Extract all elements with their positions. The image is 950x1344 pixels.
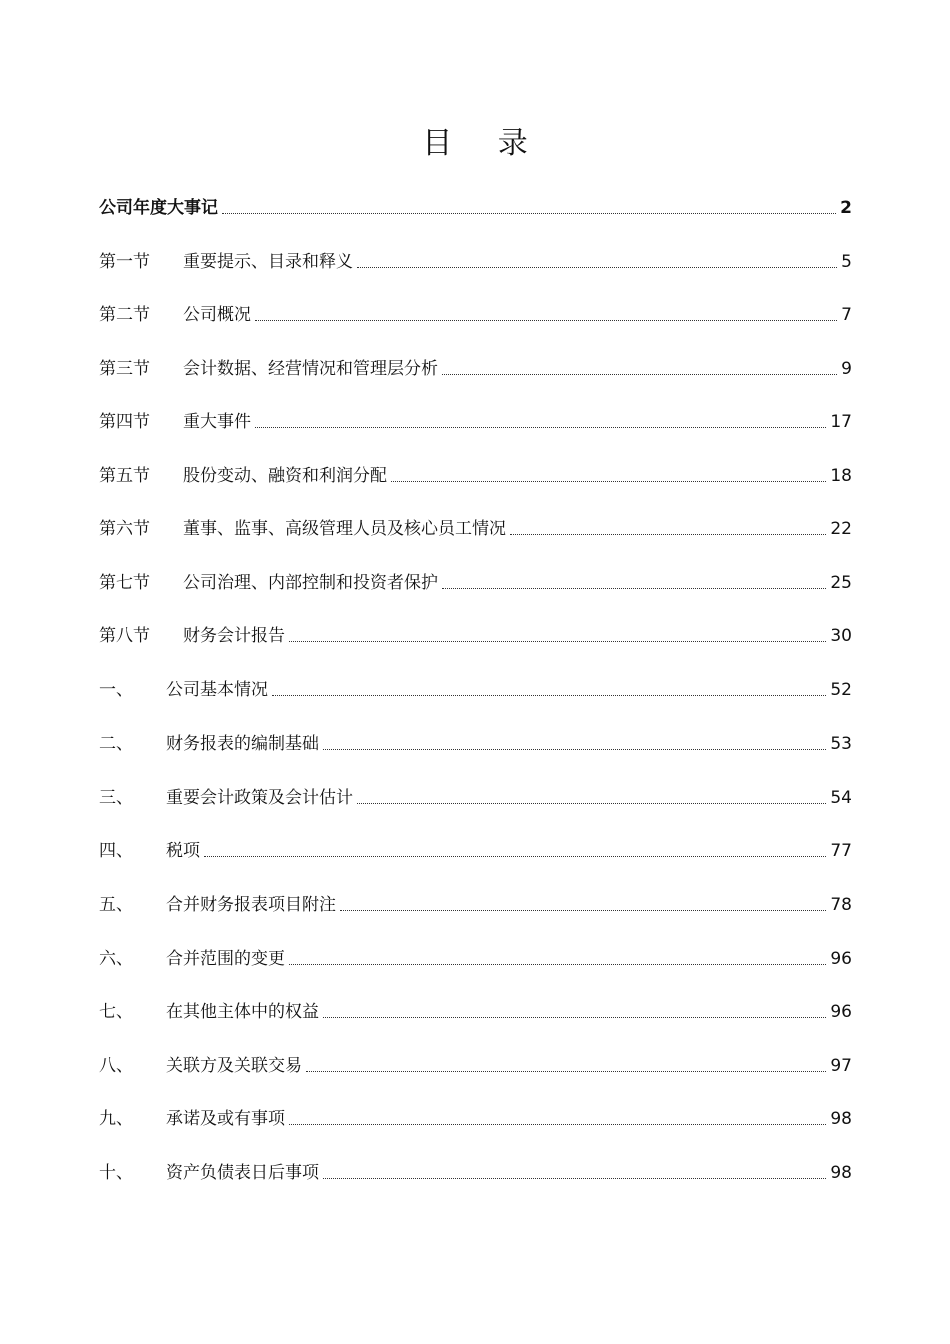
toc-entry-label: 财务报表的编制基础: [166, 734, 319, 754]
toc-entry-annual-events[interactable]: [99, 193, 852, 219]
toc-entry-page: 30: [830, 626, 852, 646]
dot-leader: [391, 481, 826, 482]
toc-entry-label: 重要会计政策及会计估计: [166, 788, 353, 808]
toc-entry-page: 5: [841, 252, 852, 272]
toc-entry-page: 53: [830, 734, 852, 754]
toc-entry-page: 18: [830, 466, 852, 486]
toc-entry-section-5[interactable]: [99, 461, 852, 487]
toc-entry-number: 七、: [99, 1002, 133, 1022]
page-title: 目 录: [422, 126, 546, 161]
toc-entry-sub-7[interactable]: [99, 997, 852, 1023]
dot-leader: [442, 588, 826, 589]
toc-entry-sub-4[interactable]: [99, 836, 852, 862]
toc-entry-number: 第四节: [99, 412, 150, 432]
toc-entry-label: 财务会计报告: [183, 626, 285, 646]
toc-entry-section-3[interactable]: [99, 354, 852, 380]
dot-leader: [510, 534, 826, 535]
toc-entry-label: 资产负债表日后事项: [166, 1163, 319, 1183]
dot-leader: [323, 1017, 826, 1018]
toc-entry-number: 第二节: [99, 305, 150, 325]
toc-entry-label: 股份变动、融资和利润分配: [183, 466, 387, 486]
toc-entry-label: 关联方及关联交易: [166, 1056, 302, 1076]
toc-entry-page: 54: [830, 788, 852, 808]
toc-entry-label: 合并范围的变更: [166, 949, 285, 969]
dot-leader: [272, 695, 826, 696]
dot-leader: [442, 374, 837, 375]
toc-entry-number: 一、: [99, 680, 133, 700]
toc-entry-sub-2[interactable]: [99, 729, 852, 755]
toc-entry-sub-8[interactable]: [99, 1051, 852, 1077]
toc-entry-label: 税项: [166, 841, 200, 861]
toc-entry-sub-6[interactable]: [99, 944, 852, 970]
toc-entry-number: 第七节: [99, 573, 150, 593]
toc-entry-page: 98: [830, 1109, 852, 1129]
toc-entry-page: 98: [830, 1163, 852, 1183]
toc-entry-page: 25: [830, 573, 852, 593]
toc-entry-sub-3[interactable]: [99, 783, 852, 809]
toc-entry-page: 9: [841, 359, 852, 379]
toc-entry-number: 五、: [99, 895, 133, 915]
toc-entry-label: 公司治理、内部控制和投资者保护: [183, 573, 438, 593]
toc-entry-page: 52: [830, 680, 852, 700]
toc-entry-section-2[interactable]: [99, 300, 852, 326]
toc-entry-number: 九、: [99, 1109, 133, 1129]
toc-entry-section-6[interactable]: [99, 514, 852, 540]
toc-entry-label: 重要提示、目录和释义: [183, 252, 353, 272]
dot-leader: [306, 1071, 826, 1072]
toc-entry-number: 第一节: [99, 252, 150, 272]
dot-leader: [289, 641, 826, 642]
toc-entry-number: 二、: [99, 734, 133, 754]
toc-entry-sub-10[interactable]: [99, 1158, 852, 1184]
dot-leader: [323, 749, 826, 750]
toc-entry-label: 公司概况: [183, 305, 251, 325]
toc-entry-number: 八、: [99, 1056, 133, 1076]
toc-entry-sub-5[interactable]: [99, 890, 852, 916]
dot-leader: [323, 1178, 826, 1179]
dot-leader: [357, 803, 826, 804]
toc-entry-section-7[interactable]: [99, 568, 852, 594]
toc-entry-page: 17: [830, 412, 852, 432]
toc-entry-page: 7: [841, 305, 852, 325]
toc-entry-section-4[interactable]: [99, 407, 852, 433]
dot-leader: [204, 856, 826, 857]
toc-entry-section-1[interactable]: [99, 247, 852, 273]
toc-entry-page: 22: [830, 519, 852, 539]
toc-entry-label: 会计数据、经营情况和管理层分析: [183, 359, 438, 379]
toc-entry-number: 十、: [99, 1163, 133, 1183]
dot-leader: [289, 964, 826, 965]
toc-entry-number: 第三节: [99, 359, 150, 379]
toc-entry-number: 六、: [99, 949, 133, 969]
toc-entry-label: 公司年度大事记: [99, 198, 218, 218]
toc-entry-label: 董事、监事、高级管理人员及核心员工情况: [183, 519, 506, 539]
toc-entry-number: 第八节: [99, 626, 150, 646]
toc-entry-number: 四、: [99, 841, 133, 861]
dot-leader: [255, 427, 826, 428]
toc-entry-page: 96: [830, 1002, 852, 1022]
dot-leader: [340, 910, 826, 911]
toc-entry-sub-9[interactable]: [99, 1104, 852, 1130]
toc-entry-page: 96: [830, 949, 852, 969]
dot-leader: [289, 1124, 826, 1125]
toc-entry-sub-1[interactable]: [99, 675, 852, 701]
dot-leader: [255, 320, 837, 321]
toc-entry-label: 重大事件: [183, 412, 251, 432]
toc-entry-number: 第六节: [99, 519, 150, 539]
toc-entry-page: 2: [840, 198, 852, 218]
toc-entry-section-8[interactable]: [99, 621, 852, 647]
toc-entry-page: 77: [830, 841, 852, 861]
toc-entry-page: 78: [830, 895, 852, 915]
toc-entry-number: 三、: [99, 788, 133, 808]
toc-entry-label: 在其他主体中的权益: [166, 1002, 319, 1022]
toc-entry-page: 97: [830, 1056, 852, 1076]
toc-entry-label: 合并财务报表项目附注: [166, 895, 336, 915]
dot-leader: [222, 213, 836, 214]
toc-entry-label: 公司基本情况: [166, 680, 268, 700]
toc-entry-label: 承诺及或有事项: [166, 1109, 285, 1129]
toc-entry-number: 第五节: [99, 466, 150, 486]
dot-leader: [357, 267, 837, 268]
